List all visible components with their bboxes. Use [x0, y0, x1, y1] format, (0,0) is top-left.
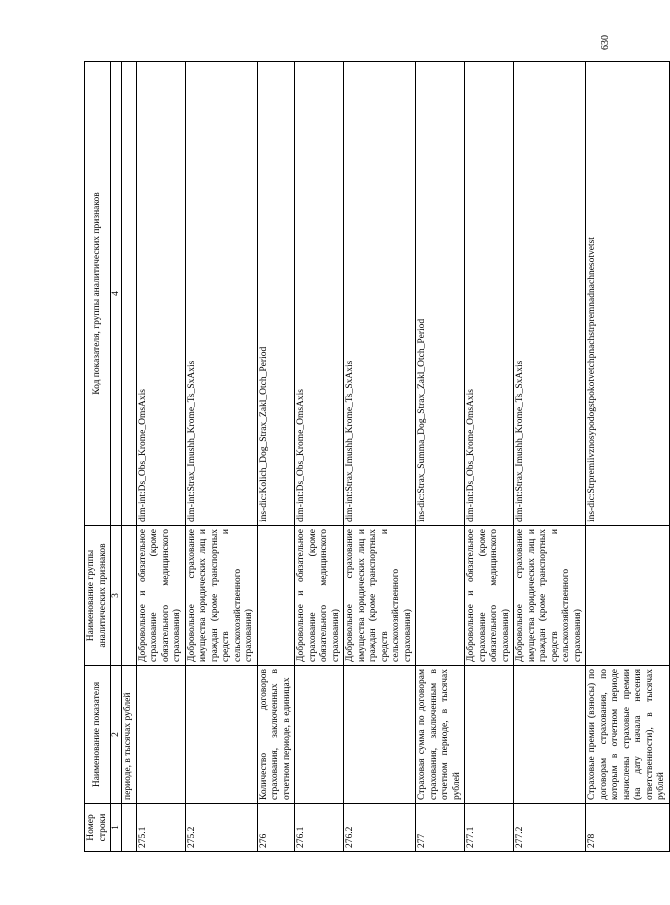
indicator-table — [84, 61, 670, 852]
table-row — [136, 62, 185, 852]
indicator-name: Страховые премии (взносы) по договорам страхования, по которым в отчетном периоде начислены страховые премии (на дату начала несения ответственности), в тысячах рублей — [586, 666, 670, 804]
row-number: 276.2 — [344, 804, 416, 852]
indicator-code: dim-int:Ds_Obs_Krome_OmsAxis — [295, 62, 344, 526]
row-number: 277.1 — [465, 804, 514, 852]
indicator-code: ins-dic:Strax_Summa_Dog_Strax_Zakl_Otch_Period — [416, 62, 465, 526]
header-indicator-name: Наименование показателя — [85, 666, 111, 804]
table-row — [416, 62, 465, 852]
column-number: 2 — [111, 666, 122, 804]
indicator-name: Количество договоров страхования, заключенных в отчетном периоде, в единицах — [257, 666, 295, 804]
group-name: Добровольное страхование имущества юридических лиц и граждан (кроме транспортных средств и сельскохозяйственного страхования) — [344, 526, 416, 666]
table-row — [185, 62, 257, 852]
indicator-code: ins-dic:Strpremiivznosypodogstpokotvetchpnachstrpremnadnachnesotvetst — [586, 62, 670, 526]
indicator-name — [514, 666, 586, 804]
table-row — [465, 62, 514, 852]
column-number: 1 — [111, 804, 122, 852]
header-group-name: Наименование группы аналитических признаков — [85, 526, 111, 666]
indicator-code: dim-int:Strax_Imushh_Krome_Ts_SxAxis — [185, 62, 257, 526]
group-name — [586, 526, 670, 666]
indicator-code: ins-dic:Kolich_Dog_Strax_Zakl_Otch_Period — [257, 62, 295, 526]
group-name: Добровольное и обязательное страхование (кроме обязательного медицинского страхования) — [465, 526, 514, 666]
indicator-name — [465, 666, 514, 804]
column-number: 4 — [111, 62, 122, 526]
column-number-row — [111, 62, 122, 852]
indicator-name — [136, 666, 185, 804]
group-name — [416, 526, 465, 666]
indicator-code: dim-int:Strax_Imushh_Krome_Ts_SxAxis — [344, 62, 416, 526]
table-row — [344, 62, 416, 852]
table-row — [295, 62, 344, 852]
indicator-name — [185, 666, 257, 804]
indicator-name — [344, 666, 416, 804]
indicator-code: dim-int:Ds_Obs_Krome_OmsAxis — [465, 62, 514, 526]
indicator-code: dim-int:Strax_Imushh_Krome_Ts_SxAxis — [514, 62, 586, 526]
group-name: Добровольное и обязательное страхование (кроме обязательного медицинского страхования) — [136, 526, 185, 666]
row-number: 276.1 — [295, 804, 344, 852]
header-code: Код показателя, группы аналитических признаков — [85, 62, 111, 526]
indicator-name: Страховая сумма по договорам страхования, заключенным в отчетном периоде, в тысячах рублей — [416, 666, 465, 804]
row-number: 278 — [586, 804, 670, 852]
group-name: Добровольное страхование имущества юридических лиц и граждан (кроме транспортных средств и сельскохозяйственного страхования) — [514, 526, 586, 666]
table-row — [122, 62, 137, 852]
row-number: 275.1 — [136, 804, 185, 852]
indicator-code: dim-int:Ds_Obs_Krome_OmsAxis — [136, 62, 185, 526]
row-number — [122, 804, 137, 852]
table-header-row — [85, 62, 111, 852]
row-number: 277.2 — [514, 804, 586, 852]
header-row-number: Номер строки — [85, 804, 111, 852]
indicator-code — [122, 62, 137, 526]
table-row — [257, 62, 295, 852]
column-number: 3 — [111, 526, 122, 666]
indicator-name — [295, 666, 344, 804]
group-name: Добровольное и обязательное страхование (кроме обязательного медицинского страхования) — [295, 526, 344, 666]
group-name — [257, 526, 295, 666]
row-number: 275.2 — [185, 804, 257, 852]
group-name: Добровольное страхование имущества юридических лиц и граждан (кроме транспортных средств и сельскохозяйственного страхования) — [185, 526, 257, 666]
rotated-page-content — [84, 62, 666, 852]
row-number: 276 — [257, 804, 295, 852]
page-number: 630 — [600, 35, 611, 50]
table-row — [586, 62, 670, 852]
row-number: 277 — [416, 804, 465, 852]
table-row — [514, 62, 586, 852]
indicator-name: периоде, в тысячах рублей — [122, 666, 137, 804]
group-name — [122, 526, 137, 666]
